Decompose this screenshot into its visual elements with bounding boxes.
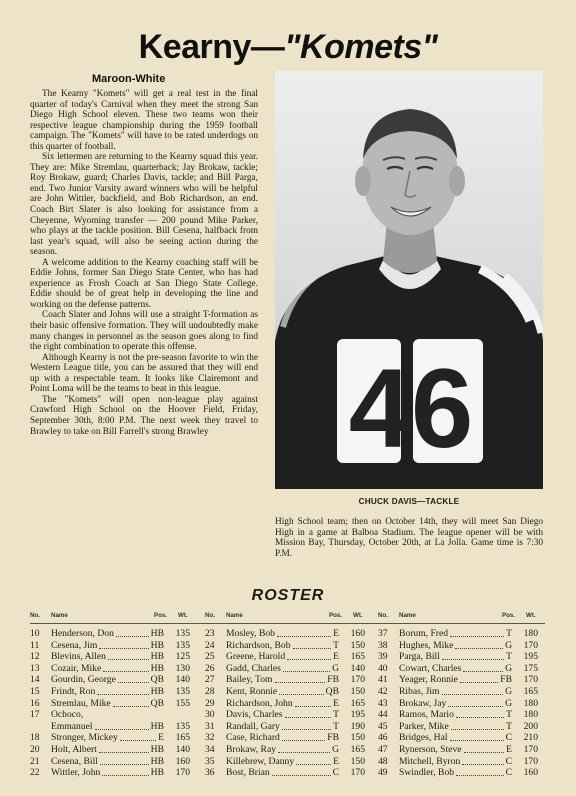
roster-number: 29 bbox=[205, 697, 215, 709]
article-body bbox=[30, 89, 258, 437]
roster-position: C bbox=[332, 767, 339, 779]
roster-weight: 165 bbox=[523, 685, 538, 697]
roster-position: HB bbox=[150, 767, 164, 779]
roster-weight: 160 bbox=[523, 767, 538, 779]
dot-leader bbox=[97, 694, 149, 695]
roster-row bbox=[205, 663, 373, 675]
article-paragraph: Coach Slater and Johns will use a straight T-formation as their basic offensive formation. They will undoubtedly make many changes in personnel as the season goes along to find the right combination to operate this offense. bbox=[30, 310, 258, 353]
roster-weight: 170 bbox=[350, 767, 365, 779]
roster-weight: 180 bbox=[523, 628, 538, 639]
roster-row bbox=[30, 721, 198, 733]
roster-row bbox=[205, 732, 373, 744]
roster-header-pos: Pos. bbox=[154, 612, 168, 619]
roster-player-name: Cesena, Jim bbox=[51, 639, 98, 651]
dot-leader bbox=[113, 706, 149, 707]
roster-position: G bbox=[505, 639, 512, 651]
roster-number: 45 bbox=[378, 720, 388, 732]
roster-weight: 140 bbox=[350, 662, 365, 674]
dot-leader bbox=[442, 694, 503, 695]
page-title bbox=[0, 28, 576, 67]
article-paragraph: The Kearny "Komets" will get a real test in the final quarter of today's Carnival when they meet the strong San Diego High School eleven. These two teams won their respective league championship during the 1959 football campaign. The "Komets" will have to be rated underdogs on this quarter of football. bbox=[30, 89, 258, 152]
roster-row bbox=[205, 756, 373, 768]
roster-position: E bbox=[333, 651, 339, 663]
roster-number: 48 bbox=[378, 755, 388, 767]
roster-player-name: Brokaw, Ray bbox=[226, 743, 277, 755]
roster-position: QB bbox=[150, 674, 164, 686]
roster-position: E bbox=[506, 743, 512, 755]
roster-row bbox=[378, 732, 546, 744]
roster-player-name: Borum, Fred bbox=[399, 628, 449, 639]
school-colors: Maroon-White bbox=[92, 73, 166, 85]
roster-weight: 170 bbox=[350, 674, 365, 686]
roster-row bbox=[378, 640, 546, 652]
roster-row bbox=[378, 663, 546, 675]
roster-header-name: Name bbox=[51, 612, 68, 619]
roster-row bbox=[205, 744, 373, 756]
dot-leader bbox=[100, 764, 149, 765]
roster-player-name: Bridges, Hal bbox=[399, 732, 448, 744]
roster-number: 21 bbox=[30, 755, 40, 767]
dot-leader bbox=[442, 659, 504, 660]
roster-player-name: Ochoco, bbox=[51, 709, 84, 721]
roster-position: G bbox=[332, 743, 339, 755]
roster-player-name: Case, Richard bbox=[226, 732, 280, 744]
roster-number: 17 bbox=[30, 709, 40, 721]
roster-position: E bbox=[333, 755, 339, 767]
roster-column bbox=[205, 628, 373, 779]
dot-leader bbox=[448, 706, 503, 707]
dot-leader bbox=[99, 648, 149, 649]
roster-position: E bbox=[333, 628, 339, 639]
team-name: Kearny— bbox=[138, 28, 285, 66]
dot-leader bbox=[450, 740, 504, 741]
roster-player-name: Emmanuel bbox=[51, 720, 93, 732]
roster-header-no: No. bbox=[378, 612, 388, 619]
roster-number: 12 bbox=[30, 651, 40, 663]
roster-weight: 150 bbox=[350, 639, 365, 651]
roster-player-name: Cesena, Bill bbox=[51, 755, 98, 767]
roster-player-name: Yeager, Ronnie bbox=[399, 674, 458, 686]
roster-position: T bbox=[506, 720, 512, 732]
roster-player-name: Randall, Gary bbox=[226, 720, 280, 732]
dot-leader bbox=[118, 682, 149, 683]
player-photo bbox=[275, 71, 543, 489]
dot-leader bbox=[103, 671, 149, 672]
roster-player-name: Stremlau, Mike bbox=[51, 697, 111, 709]
roster-weight: 155 bbox=[175, 697, 190, 709]
roster-row bbox=[378, 651, 546, 663]
roster-position: T bbox=[506, 628, 512, 639]
roster-position: HB bbox=[150, 720, 164, 732]
roster-player-name: Richardson, John bbox=[226, 697, 293, 709]
roster-row bbox=[378, 628, 546, 640]
roster-player-name: Richardson, Bob bbox=[226, 639, 291, 651]
roster-weight: 170 bbox=[523, 743, 538, 755]
dot-leader bbox=[283, 671, 330, 672]
roster-row bbox=[30, 756, 198, 768]
roster-weight: 160 bbox=[350, 628, 365, 639]
article-paragraph: Six lettermen are returning to the Kearny squad this year. They are: Mike Stremlau, quarterback; Jay Brokaw, tackle; Roy Brokaw, guard; Charles Davis, tackle; and Bill Parga, end. Two Junior Varsity award winners who will be helpful are John Wittler, backfield, and Bob Richardson, an end. Coach Birt Slater is also looking for assistance from a Cheyenne, Wyoming transfer — 200 pound Mike Parker, who plays at the tackle position. Bill Cesena, halfback from last year's squad, will also be seeing action during the season. bbox=[30, 152, 258, 258]
roster-number: 14 bbox=[30, 674, 40, 686]
jersey-number: 46 bbox=[348, 346, 474, 471]
roster-player-name: Bost, Brian bbox=[226, 767, 270, 779]
roster-row bbox=[205, 767, 373, 779]
roster-row bbox=[30, 698, 198, 710]
roster-header-wt: Wt. bbox=[178, 612, 188, 619]
team-nickname: "Komets" bbox=[284, 28, 438, 66]
roster-weight: 195 bbox=[350, 709, 365, 721]
roster-player-name: Kent, Ronnie bbox=[226, 685, 278, 697]
roster-position: HB bbox=[150, 685, 164, 697]
roster-player-name: Holt, Albert bbox=[51, 743, 97, 755]
roster-weight: 170 bbox=[523, 674, 538, 686]
roster-position: T bbox=[333, 720, 339, 732]
roster-weight: 135 bbox=[175, 639, 190, 651]
roster-number: 46 bbox=[378, 732, 388, 744]
roster-player-name: Stronger, Mickey bbox=[51, 732, 118, 744]
roster-weight: 150 bbox=[350, 732, 365, 744]
roster-row bbox=[378, 721, 546, 733]
roster-row bbox=[378, 698, 546, 710]
dot-leader bbox=[295, 706, 331, 707]
roster-number: 10 bbox=[30, 628, 40, 639]
roster-weight: 195 bbox=[523, 651, 538, 663]
roster-player-name: Greene, Harold bbox=[226, 651, 286, 663]
roster-weight: 160 bbox=[175, 755, 190, 767]
dot-leader bbox=[456, 717, 504, 718]
dot-leader bbox=[275, 682, 325, 683]
roster-number: 40 bbox=[378, 662, 388, 674]
roster-row bbox=[30, 663, 198, 675]
article-continuation bbox=[275, 517, 543, 559]
dot-leader bbox=[287, 659, 331, 660]
roster-weight: 165 bbox=[350, 651, 365, 663]
roster-header-name: Name bbox=[226, 612, 243, 619]
roster-number: 41 bbox=[378, 674, 388, 686]
roster-weight: 200 bbox=[523, 720, 538, 732]
dot-leader bbox=[278, 752, 330, 753]
roster-position: T bbox=[333, 639, 339, 651]
roster-player-name: Wittler, John bbox=[51, 767, 101, 779]
roster-player-name: Mosley, Bob bbox=[226, 628, 275, 639]
roster-weight: 175 bbox=[523, 662, 538, 674]
roster-weight: 165 bbox=[175, 732, 190, 744]
roster-weight: 140 bbox=[175, 743, 190, 755]
roster-weight: 165 bbox=[350, 743, 365, 755]
roster-row bbox=[205, 674, 373, 686]
roster-number: 28 bbox=[205, 685, 215, 697]
article-paragraph: Although Kearny is not the pre-season favorite to win the Western League title, you can be assured that they will end up with a respectable team. It looks like Clairemont and Point Loma will be the teams to beat in this league. bbox=[30, 352, 258, 395]
roster-number: 36 bbox=[205, 767, 215, 779]
roster-number: 47 bbox=[378, 743, 388, 755]
roster-number: 38 bbox=[378, 639, 388, 651]
roster-position: HB bbox=[150, 628, 164, 639]
roster-position: FB bbox=[327, 674, 339, 686]
roster-position: E bbox=[158, 732, 164, 744]
roster-row bbox=[205, 628, 373, 640]
roster-number: 20 bbox=[30, 743, 40, 755]
dot-leader bbox=[293, 648, 331, 649]
roster-header-pos: Pos. bbox=[502, 612, 516, 619]
roster-position: HB bbox=[150, 651, 164, 663]
roster-weight: 140 bbox=[175, 674, 190, 686]
roster-position: C bbox=[505, 767, 512, 779]
roster-weight: 170 bbox=[523, 755, 538, 767]
dot-leader bbox=[451, 729, 504, 730]
roster-player-name: Henderson, Don bbox=[51, 628, 114, 639]
roster-number: 44 bbox=[378, 709, 388, 721]
roster-number: 32 bbox=[205, 732, 215, 744]
roster-player-name: Ribas, Jim bbox=[399, 685, 440, 697]
roster-row bbox=[378, 674, 546, 686]
roster-position: T bbox=[333, 709, 339, 721]
dot-leader bbox=[282, 740, 325, 741]
roster-number: 39 bbox=[378, 651, 388, 663]
roster-number: 22 bbox=[30, 767, 40, 779]
roster-number: 18 bbox=[30, 732, 40, 744]
dot-leader bbox=[462, 764, 504, 765]
roster-weight: 150 bbox=[350, 755, 365, 767]
dot-leader bbox=[296, 764, 331, 765]
roster-player-name: Swindler, Bob bbox=[399, 767, 455, 779]
roster-player-name: Gadd, Charles bbox=[226, 662, 281, 674]
roster-number: 11 bbox=[30, 639, 40, 651]
roster-position: HB bbox=[150, 639, 164, 651]
dot-leader bbox=[450, 636, 504, 637]
roster-header-pos: Pos. bbox=[329, 612, 343, 619]
roster-player-name: Mitchell, Byron bbox=[399, 755, 461, 767]
roster-number: 15 bbox=[30, 685, 40, 697]
roster-weight: 180 bbox=[523, 697, 538, 709]
roster-position: G bbox=[505, 662, 512, 674]
roster-row bbox=[205, 709, 373, 721]
roster-position: C bbox=[505, 755, 512, 767]
roster-number: 23 bbox=[205, 628, 215, 639]
roster-weight: 150 bbox=[350, 685, 365, 697]
player-photo-illustration bbox=[275, 71, 543, 489]
roster-divider bbox=[30, 623, 545, 624]
roster-number: 43 bbox=[378, 697, 388, 709]
dot-leader bbox=[108, 659, 149, 660]
roster-position: G bbox=[505, 685, 512, 697]
roster-player-name: Frindt, Ron bbox=[51, 685, 96, 697]
roster-row bbox=[30, 744, 198, 756]
roster-player-name: Cozair, Mike bbox=[51, 662, 102, 674]
roster-number: 35 bbox=[205, 755, 215, 767]
roster-row bbox=[30, 674, 198, 686]
roster-position: C bbox=[505, 732, 512, 744]
article-paragraph: A welcome addition to the Kearny coaching staff will be Eddie Johns, former San Diego State Center, who has had experience as Frosh Coach at San Diego State College. Eddie should be of great help in developing the line and working on the defense patterns. bbox=[30, 257, 258, 310]
dot-leader bbox=[99, 752, 149, 753]
roster-player-name: Parga, Bill bbox=[399, 651, 440, 663]
roster-weight: 135 bbox=[175, 685, 190, 697]
dot-leader bbox=[455, 648, 503, 649]
roster-position: QB bbox=[150, 697, 164, 709]
roster-row bbox=[30, 767, 198, 779]
roster-position: E bbox=[333, 697, 339, 709]
roster-weight: 180 bbox=[523, 709, 538, 721]
roster-row bbox=[378, 744, 546, 756]
roster-row bbox=[378, 756, 546, 768]
roster-position: QB bbox=[325, 685, 339, 697]
dot-leader bbox=[282, 729, 331, 730]
roster-number: 24 bbox=[205, 639, 215, 651]
roster-weight: 130 bbox=[175, 662, 190, 674]
roster-column bbox=[378, 628, 546, 779]
roster-player-name: Rynerson, Steve bbox=[399, 743, 462, 755]
roster-player-name: Ramos, Mario bbox=[399, 709, 454, 721]
roster-row bbox=[205, 651, 373, 663]
roster-row bbox=[205, 721, 373, 733]
article-paragraph: The "Komets" will open non-league play against Crawford High School on the Hoover Field, Friday, September 30th, 8:00 P.M. The next week they travel to Brawley to take on Bill Farrell's strong Brawley bbox=[30, 394, 258, 437]
roster-row bbox=[378, 709, 546, 721]
roster-position: G bbox=[332, 662, 339, 674]
roster-position: G bbox=[505, 697, 512, 709]
roster-row bbox=[30, 628, 198, 640]
roster-number: 49 bbox=[378, 767, 388, 779]
roster-player-name: Cowart, Charles bbox=[399, 662, 462, 674]
roster-player-name: Hughes, Mike bbox=[399, 639, 454, 651]
roster-weight: 210 bbox=[523, 732, 538, 744]
dot-leader bbox=[456, 775, 504, 776]
dot-leader bbox=[463, 671, 503, 672]
roster-row bbox=[30, 640, 198, 652]
roster-player-name: Davis, Charles bbox=[226, 709, 283, 721]
dot-leader bbox=[277, 636, 331, 637]
roster-header-name: Name bbox=[399, 612, 416, 619]
dot-leader bbox=[279, 694, 324, 695]
photo-caption: CHUCK DAVIS—TACKLE bbox=[358, 497, 460, 506]
roster-row bbox=[205, 686, 373, 698]
roster-number: 26 bbox=[205, 662, 215, 674]
roster-player-name: Blevins, Allen bbox=[51, 651, 106, 663]
roster-player-name: Brokaw, Jay bbox=[399, 697, 447, 709]
roster-column bbox=[30, 628, 198, 779]
roster-header-no: No. bbox=[205, 612, 215, 619]
roster-number: 42 bbox=[378, 685, 388, 697]
roster-number: 13 bbox=[30, 662, 40, 674]
roster-header-no: No. bbox=[30, 612, 40, 619]
roster-position: HB bbox=[150, 755, 164, 767]
roster-row bbox=[205, 640, 373, 652]
roster-row bbox=[30, 651, 198, 663]
roster-row bbox=[30, 686, 198, 698]
roster-number: 30 bbox=[205, 709, 215, 721]
roster-player-name: Parker, Mike bbox=[399, 720, 449, 732]
roster-number: 37 bbox=[378, 628, 388, 639]
roster-number: 31 bbox=[205, 720, 215, 732]
roster-row bbox=[378, 686, 546, 698]
dot-leader bbox=[464, 752, 504, 753]
roster-player-name: Killebrew, Danny bbox=[226, 755, 295, 767]
dot-leader bbox=[272, 775, 331, 776]
roster-number: 34 bbox=[205, 743, 215, 755]
roster-weight: 135 bbox=[175, 628, 190, 639]
dot-leader bbox=[120, 740, 156, 741]
dot-leader bbox=[116, 636, 149, 637]
dot-leader bbox=[102, 775, 149, 776]
roster-number: 27 bbox=[205, 674, 215, 686]
roster-position: T bbox=[506, 651, 512, 663]
roster-number: 16 bbox=[30, 697, 40, 709]
roster-title: ROSTER bbox=[251, 587, 325, 604]
roster-position: HB bbox=[150, 662, 164, 674]
dot-leader bbox=[285, 717, 331, 718]
roster-header-wt: Wt. bbox=[526, 612, 536, 619]
roster-row bbox=[378, 767, 546, 779]
roster-row bbox=[30, 732, 198, 744]
roster-player-name: Bailey, Tom bbox=[226, 674, 273, 686]
roster-row bbox=[30, 709, 198, 721]
roster-weight: 135 bbox=[175, 720, 190, 732]
roster-position: FB bbox=[327, 732, 339, 744]
roster-position: HB bbox=[150, 743, 164, 755]
article-paragraph: High School team; then on October 14th, they will meet San Diego High in a game at Balboa Stadium. The league opener will be with Mission Bay, Thursday, October 20th, at La Jolla. Game time is 7:30 P.M. bbox=[275, 517, 543, 559]
dot-leader bbox=[95, 729, 149, 730]
roster-weight: 170 bbox=[523, 639, 538, 651]
roster-weight: 165 bbox=[350, 697, 365, 709]
roster-row bbox=[205, 698, 373, 710]
roster-position: T bbox=[506, 709, 512, 721]
roster-position: FB bbox=[500, 674, 512, 686]
dot-leader bbox=[460, 682, 498, 683]
roster-weight: 170 bbox=[175, 767, 190, 779]
roster-weight: 125 bbox=[175, 651, 190, 663]
roster-weight: 190 bbox=[350, 720, 365, 732]
roster-header-wt: Wt. bbox=[353, 612, 363, 619]
roster-number: 25 bbox=[205, 651, 215, 663]
roster-player-name: Gourdin, George bbox=[51, 674, 116, 686]
